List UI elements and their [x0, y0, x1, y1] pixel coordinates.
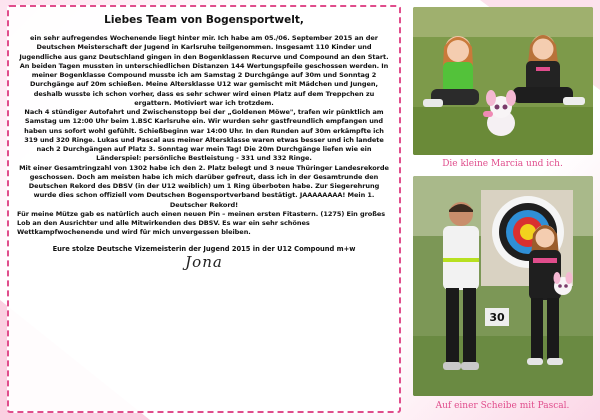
- signature: Jona: [185, 252, 223, 271]
- photo-girls-on-grass: [413, 7, 593, 155]
- letter-panel: [7, 5, 401, 413]
- letter-paragraph: Mit einer Gesamtringzahl von 1302 habe ich den 2. Platz belegt und 3 neue Thüringer Landesrekorde geschossen. Doch am meisten habe ich mich darüber gefreut, dass ich in der Gesamtrunde den Deutschen Rekord des DBSV (in der U12 weiblich) um 1 Ring überboten habe. Zur Siegerehrung wurde dies schon offiziell vom Deutschen Bogensportverband bestätigt. JAAAAAAAA! Mein 1. Deutscher Rekord!: [19, 163, 389, 209]
- letter-paragraph: Nach 4 stündiger Autofahrt und Zwischenstopp bei der „Goldenen Möwe", trafen wir pünktlich am Samstag um 12:00 Uhr beim 1.BSC Karlsruhe ein. Wir wurden sehr gastfreundlich empfangen und haben uns sofort wohl gefühlt. Schießbeginn war 14:00 Uhr. In den Runden auf 30m erkämpfte ich 319 und 320 Ringe. Lukas und Pascal aus meiner Altersklasse waren etwas besser und ich landete nach 2 Durchgängen auf Platz 3. Sonntag war mein Tag! Die 20m Durchgänge liefen wie ein Länderspiel: persönliche Bestleistung - 331 und 332 Ringe.: [24, 108, 384, 163]
- letter-paragraph: ein sehr aufregendes Wochenende liegt hinter mir. Ich habe am 05./06. September 2015 an der Deutschen Meisterschaft der Jugend in Karlsruhe teilgenommen. Insgesamt 110 Kinder und Jugendliche aus ganz Deutschland gingen in den Bogenklassen Recurve und Compound an den Start. An beiden Tagen mussten in unterschiedlichen Distanzen 144 Wertungspfeile geschossen werden. In meiner Bogenklasse Compound musste ich am Samstag 2 Durchgänge auf 30m und Sonntag 2 Durchgänge auf 20m schießen. Meine Altersklasse U12 war gemischt mit Mädchen und Jungen, deshalb wusste ich schon vorher, dass es sehr schwer wird einen Platz auf dem Treppchen zu ergattern. Motiviert war ich trotzdem.: [19, 34, 389, 107]
- letter-title: Liebes Team von Bogensportwelt,: [104, 14, 304, 26]
- sign-off: Eure stolze Deutsche Vizemeisterin der Jugend 2015 in der U12 Compound m+w: [52, 244, 356, 253]
- photo-target-illustration: [413, 176, 593, 396]
- target-number-label: 30: [489, 311, 505, 324]
- letter-paragraph: Für meine Mütze gab es natürlich auch einen neuen Pin – meinen ersten Fitastern. (1275) Ein großes Lob an den Ausrichter und alle Mitwirkenden des DBSV. Es war ein sehr schönes Wettkampfwochenende und wird für mich unvergessen bleiben.: [17, 209, 386, 237]
- photo-caption-top: Die kleine Marcia und ich.: [442, 159, 563, 169]
- photo-archery-target: [413, 176, 593, 396]
- photo-caption-bottom: Auf einer Scheibe mit Pascal.: [435, 401, 570, 411]
- photo-girls-illustration: [413, 7, 593, 155]
